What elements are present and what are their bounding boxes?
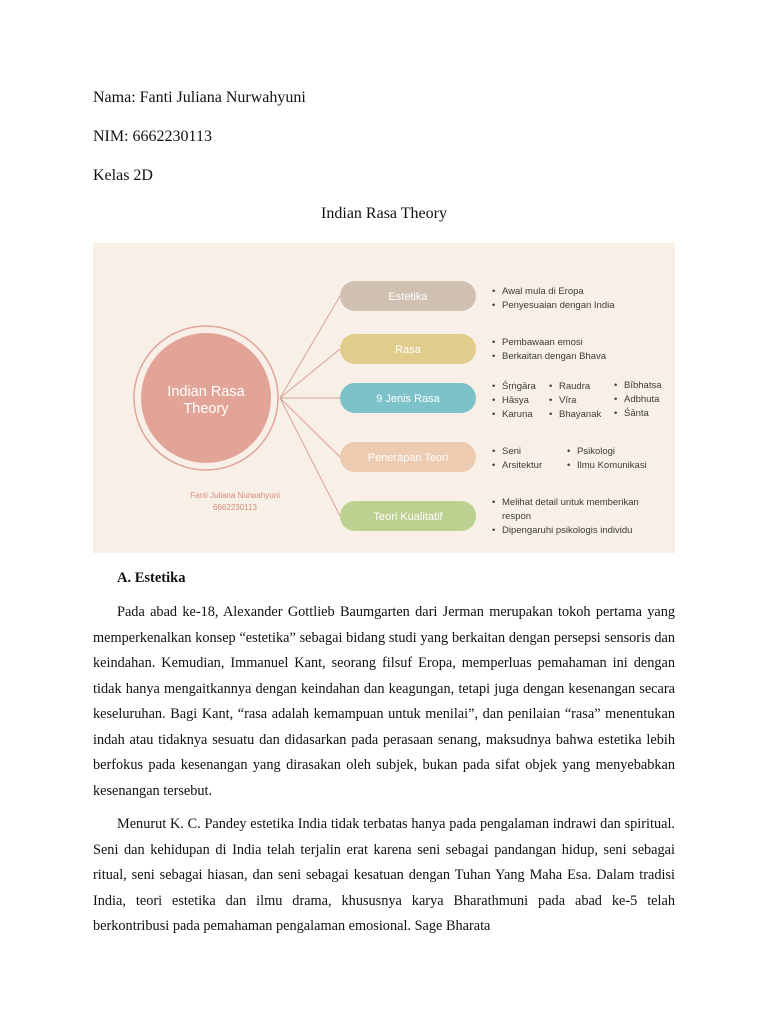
bullet-text: Śānta	[624, 408, 649, 419]
bullet-text: respon	[502, 511, 532, 522]
branch-label-kualitatif: Teori Kualitatif	[373, 511, 443, 523]
center-label-line2: Theory	[183, 401, 229, 417]
bullet-group-rasa	[492, 337, 607, 362]
bullet-text: Raudra	[559, 381, 591, 392]
bullet-text: Psikologi	[577, 446, 616, 457]
branch-label-rasa: Rasa	[395, 344, 421, 356]
bullet-dot: •	[614, 394, 618, 405]
bullet-dot: •	[614, 380, 618, 391]
bullet-text: Melihat detail untuk memberikan	[502, 497, 639, 508]
mindmap-diagram	[93, 243, 675, 553]
bullet-group-penerapan	[492, 446, 647, 471]
bullet-dot: •	[492, 497, 496, 508]
connector-rasa	[280, 349, 340, 398]
bullet-dot: •	[492, 300, 496, 311]
paragraph-2: Menurut K. C. Pandey estetika India tidak terbatas hanya pada pengalaman indrawi dan spiritual. Seni dan kehidupan di India telah terjalin erat karena seni sebagai pandangan hidup, seni sebagai ritual, seni sebagai hiasan, dan seni sebagai kesatuan dengan Tuhan Yang Maha Esa. Dalam tradisi India, teori estetika dan ilmu drama, khususnya karya Bharathmuni pada abad ke-5 telah berkontribusi pada pemahaman pengalaman emosional. Sage Bharata	[93, 816, 675, 934]
bullet-dot: •	[567, 460, 571, 471]
branch-label-penerapan: Penerapan Teori	[367, 452, 449, 464]
bullet-dot: •	[492, 286, 496, 297]
branch-label-jenis-rasa: 9 Jenis Rasa	[376, 393, 440, 405]
student-nim: NIM: 6662230113	[93, 128, 212, 145]
document-title: Indian Rasa Theory	[321, 205, 447, 222]
bullet-dot: •	[492, 446, 496, 457]
branch-pills	[340, 281, 476, 531]
bullet-dot: •	[492, 409, 496, 420]
bullet-text: Dipengaruhi psikologis individu	[502, 525, 633, 536]
section-heading-estetika: A. Estetika	[117, 570, 186, 586]
bullet-text: Arsitektur	[502, 460, 543, 471]
bullet-dot: •	[492, 460, 496, 471]
center-label-line1: Indian Rasa	[167, 384, 245, 400]
bullet-text: Bhayanak	[559, 409, 602, 420]
student-name: Nama: Fanti Juliana Nurwahyuni	[93, 89, 306, 106]
connector-penerapan	[280, 398, 340, 457]
bullet-dot: •	[492, 395, 496, 406]
bullet-group-kualitatif	[492, 497, 639, 536]
mindmap-figure	[93, 243, 675, 553]
bullet-text: Vīra	[559, 395, 577, 406]
bullet-dot: •	[492, 381, 496, 392]
bullet-text: Seni	[502, 446, 522, 457]
bullet-dot: •	[567, 446, 571, 457]
bullet-dot: •	[549, 409, 553, 420]
branch-label-estetika: Estetika	[388, 291, 428, 303]
bullet-text: Pembawaan emosi	[502, 337, 583, 348]
bullet-dot: •	[614, 408, 618, 419]
author-nim-label: 6662230113	[213, 503, 257, 512]
bullet-text: Bībhatsa	[624, 380, 662, 391]
bullet-text: Adbhuta	[624, 394, 660, 405]
author-name-label: Fanti Juliana Nurwahyuni	[190, 491, 280, 500]
bullet-dot: •	[492, 337, 496, 348]
bullet-text: Berkaitan dengan Bhava	[502, 351, 607, 362]
bullet-text: Karuṇa	[502, 409, 533, 420]
bullet-group-jenis-rasa	[492, 380, 662, 420]
connector-estetika	[280, 296, 340, 398]
bullet-dot: •	[549, 395, 553, 406]
bullet-dot: •	[492, 351, 496, 362]
bullet-text: Hāsya	[502, 395, 529, 406]
student-class: Kelas 2D	[93, 167, 153, 184]
bullet-text: Penyesuaian dengan India	[502, 300, 615, 311]
bullet-text: Ilmu Komunikasi	[577, 460, 647, 471]
connector-lines	[280, 296, 340, 516]
connector-kualitatif	[280, 398, 340, 516]
bullet-dot: •	[492, 525, 496, 536]
paragraph-1: Pada abad ke-18, Alexander Gottlieb Baumgarten dari Jerman merupakan tokoh pertama yang memperkenalkan konsep “estetika” sebagai bidang studi yang berkaitan dengan persepsi sensoris dan keindahan. Kemudian, Immanuel Kant, seorang filsuf Eropa, memperluas pemahaman ini dengan tidak hanya mengaitkannya dengan keindahan dan keagungan, tetapi juga dengan kesenangan secara keseluruhan. Bagi Kant, “rasa adalah kemampuan untuk menilai”, dan penilaian “rasa” menentukan indah atau tidaknya sesuatu dan didasarkan pada perasaan senang, maksudnya bahwa estetika lebih berfokus pada kesenangan yang dirasakan oleh subjek, bukan pada sifat objek yang menyebabkan kesenangan tersebut.	[93, 604, 675, 799]
bullet-group-estetika	[492, 286, 615, 311]
bullet-text: Awal mula di Eropa	[502, 286, 584, 297]
bullet-dot: •	[549, 381, 553, 392]
bullet-text: Śṛṅgāra	[502, 381, 536, 392]
